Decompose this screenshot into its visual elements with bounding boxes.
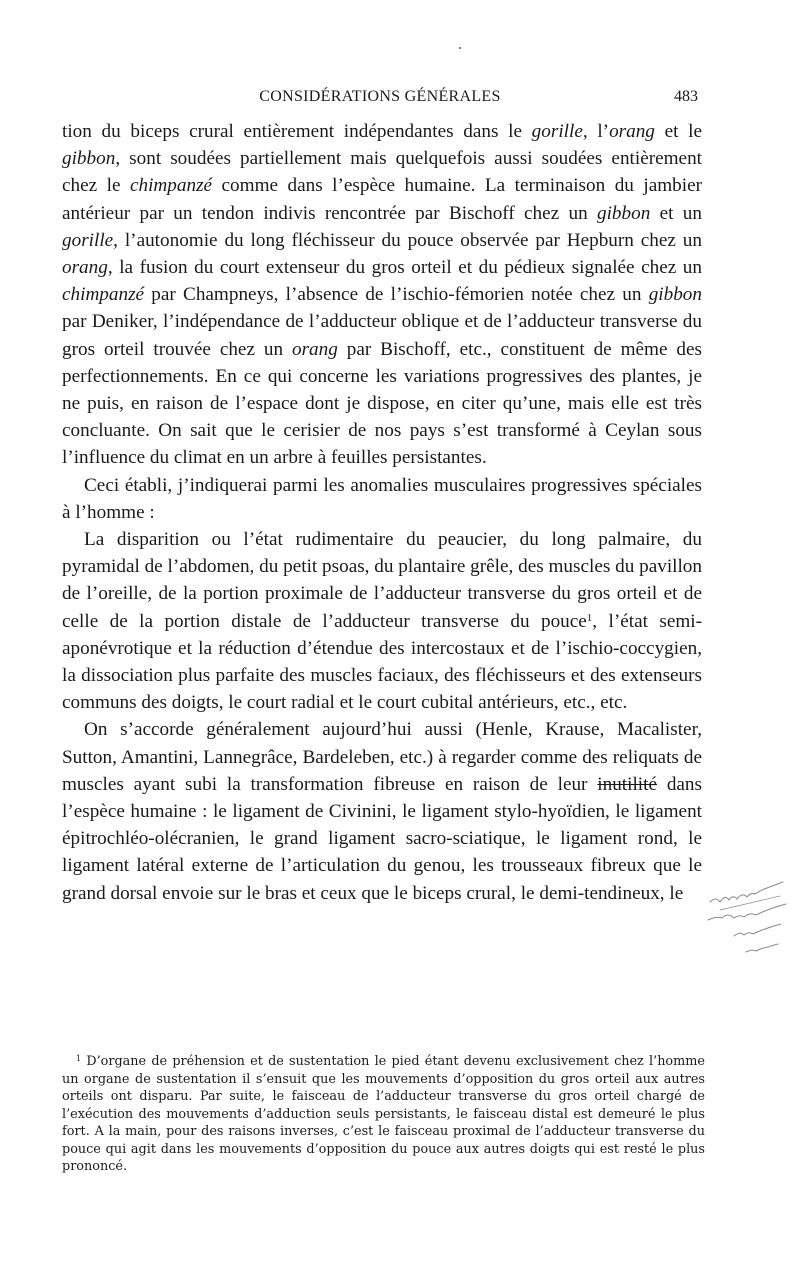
paragraph-4: On s’accorde généralement aujourd’hui aussi (Henle, Krause, Macalister, Sutton, Amantini, Lannegrâce, Bardeleben, etc.) à regarder comme des reliquats de muscles ayant subi la transformation fibreuse en raison de leur inutilité dans l’espèce humaine : le ligament de Civinini, le ligament stylo-hyoïdien, le ligament épitrochléo-olécranien, le grand ligament sacro-sciatique, le ligament rond, le ligament latéral externe de l’articulation du genou, les trousseaux fibreux que le grand dorsal envoie sur le bras et ceux que le biceps crural, le demi-tendineux, le [62, 719, 702, 904]
footnote-reference: 1 [586, 611, 593, 624]
body-text [62, 118, 702, 907]
paragraph-1: tion du biceps crural entièrement indépendantes dans le gorille, l’orang et le gibbon, sont soudées partiellement mais quelquefois aussi soudées entièrement chez le chimpanzé comme dans l’espèce humaine. La terminaison du jambier antérieur par un tendon indivis rencontrée par Bischoff chez un gibbon et un gorille, l’autonomie du long fléchisseur du pouce observée par Hepburn chez un orang, la fusion du court extenseur du gros orteil et du pédieux signalée chez un chimpanzé par Champneys, l’absence de l’ischio-fémorien notée chez un gibbon par Deniker, l’indépendance de l’adducteur oblique et de l’adducteur transverse du gros orteil trouvée chez un orang par Bischoff, etc., constituent de même des perfectionnements. En ce qui concerne les variations progressives des plantes, je ne puis, en raison de l’espace dont je dispose, en citer qu’une, mais elle est très concluante. On sait que le cerisier de nos pays s’est transformé à Ceylan sous l’influence du climat en un arbre à feuilles persistantes. [62, 121, 702, 469]
footnote-mark: 1 [76, 1054, 82, 1063]
struck-word: inutilité [597, 773, 657, 795]
footnote [62, 1053, 705, 1176]
paragraph-2: Ceci établi, j’indiquerai parmi les anomalies musculaires progressives spéciales à l’homme : [62, 474, 702, 523]
running-head: CONSIDÉRATIONS GÉNÉRALES [259, 88, 501, 105]
footnote-text: D’organe de préhension et de sustentation le pied étant devenu exclusivement chez l’homme un organe de sustentation il s’ensuit que les mouvements d’opposition du gros orteil aux autres orteils ont disparu. Par suite, le faisceau de l’adducteur transverse du gros orteil chargé de l’exécution des mouvements d’adduction seuls persistants, le faisceau distal est demeuré le plus fort. A la main, pour des raisons inverses, c’est le faisceau proximal de l’adducteur transverse du pouce qui agit dans les mouvements d’opposition du pouce aux autres doigts qui est resté le plus prononcé. [62, 1054, 705, 1174]
paragraph-3: La disparition ou l’état rudimentaire du peaucier, du long palmaire, du pyramidal de l’abdomen, du petit psoas, du plantaire grêle, des muscles du pavillon de l’oreille, de la portion proximale de l’adducteur transverse du gros orteil et de celle de la portion distale de l’adducteur transverse du pouce$^1$, l’état semi-aponévrotique et la réduction d’étendue des intercostaux et de l’ischio-coccygien, la dissociation plus parfaite des muscles faciaux, des fléchisseurs et des extenseurs communs des doigts, le court radial et le court cubital antérieurs, etc., etc. [62, 529, 702, 714]
page-number: 483 [674, 88, 698, 105]
paper-speck [459, 47, 461, 49]
page-header [62, 88, 698, 110]
pencil-annotation [706, 880, 796, 980]
